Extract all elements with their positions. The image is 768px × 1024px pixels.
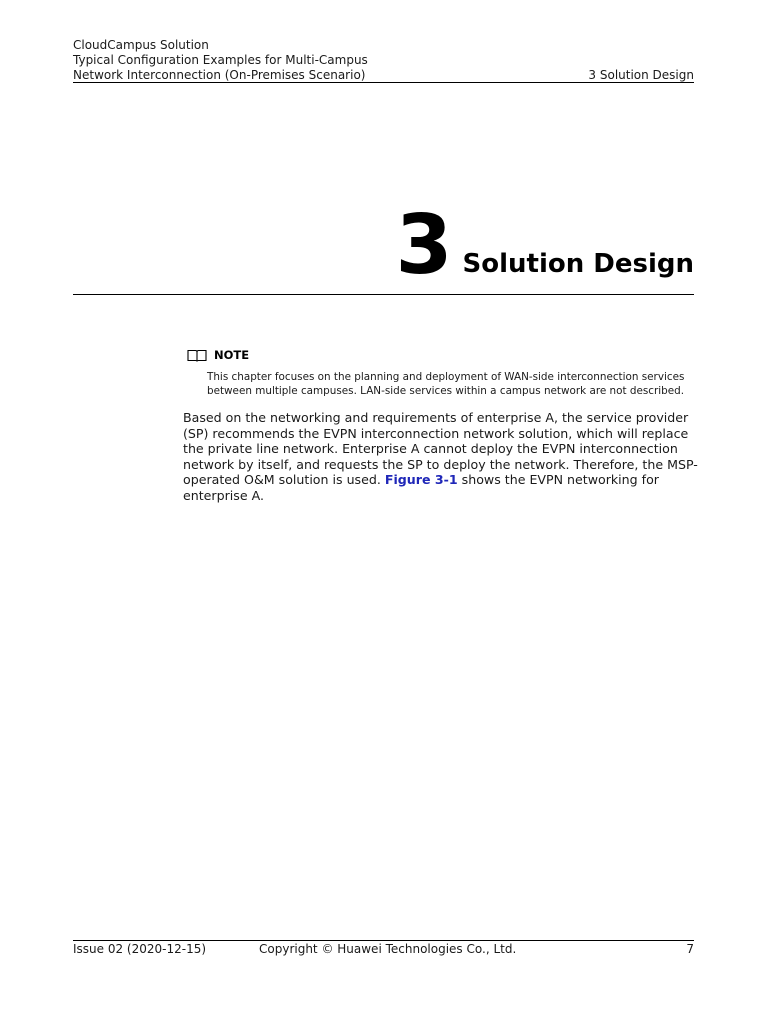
figure-3-1-link[interactable]: Figure 3-1 [384, 472, 458, 488]
chapter-heading [395, 198, 694, 293]
note-line: between multiple campuses. LAN-side services within a campus network are not described. [207, 384, 685, 397]
footer-copyright: Copyright © Huawei Technologies Co., Ltd. [259, 942, 517, 956]
body-line: network by itself, and requests the SP to deploy the network. Therefore, the MSP- [183, 456, 698, 472]
note-line: This chapter focuses on the planning and deployment of WAN-side interconnection services [207, 371, 685, 383]
body-line: (SP) recommends the EVPN interconnection network solution, which will replace [183, 425, 689, 441]
note-box [187, 348, 697, 398]
header-doc-title-line1: Typical Configuration Examples for Multi-Campus [73, 53, 368, 67]
header-product: CloudCampus Solution [73, 38, 209, 52]
body-text-run: operated O&M solution is used. [183, 472, 385, 488]
body-text-run: shows the EVPN networking for [457, 472, 659, 488]
chapter-divider [73, 294, 694, 295]
body-line: the private line network. Enterprise A cannot deploy the EVPN interconnection [183, 441, 678, 457]
body-line: enterprise A. [183, 487, 264, 503]
header-doc-title-line2: Network Interconnection (On-Premises Scenario) [73, 68, 366, 82]
body-paragraph [183, 410, 698, 504]
chapter-title: Solution Design [462, 249, 694, 279]
header-line3 [73, 68, 694, 83]
header-section: 3 Solution Design [588, 68, 694, 82]
note-text [207, 371, 697, 398]
footer-divider [73, 940, 694, 941]
body-line: Based on the networking and requirements of enterprise A, the service provider [183, 410, 689, 425]
book-icon [187, 349, 207, 362]
body-line [183, 472, 698, 488]
note-label: NOTE [214, 348, 250, 362]
note-heading [187, 348, 697, 362]
footer-issue: Issue 02 (2020-12-15) [73, 942, 207, 956]
page-footer [73, 942, 694, 957]
chapter-number: 3 [395, 198, 453, 293]
header-divider [73, 82, 694, 83]
page-number: 7 [686, 942, 694, 956]
page-header [73, 38, 694, 83]
